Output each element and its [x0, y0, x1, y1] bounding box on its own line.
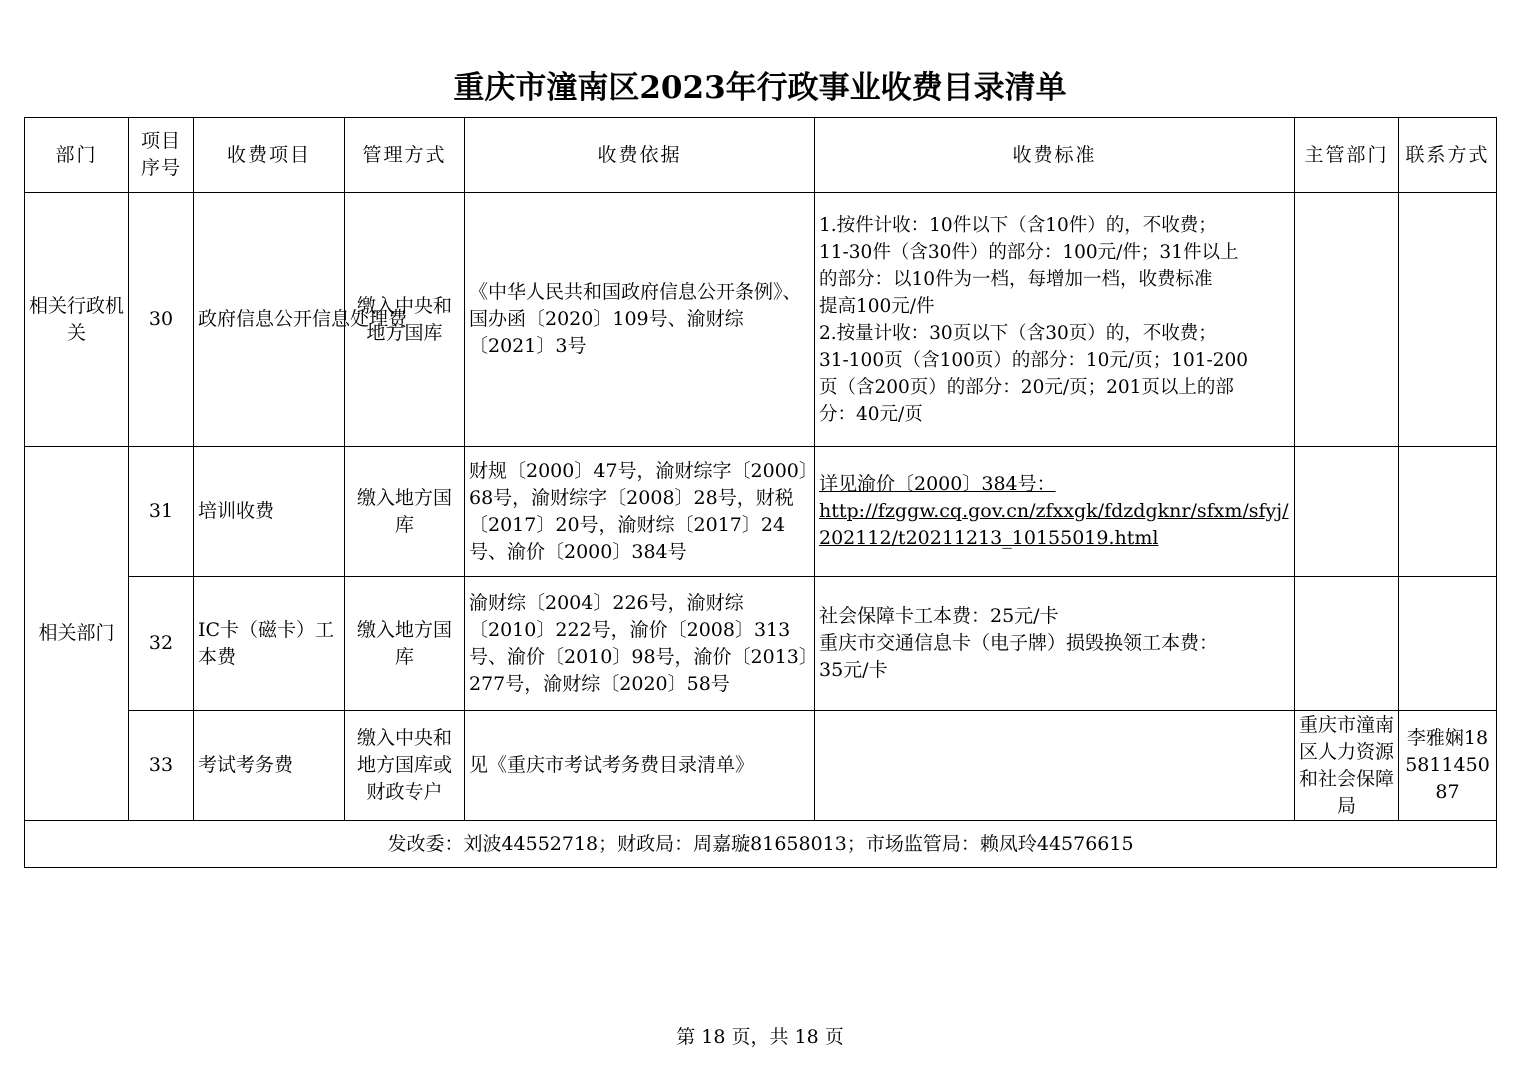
standard-line: 分：40元/页: [819, 403, 923, 425]
contacts-footer-row: [25, 821, 1497, 868]
header-seq: 项目序号: [129, 118, 194, 193]
dept-cell: 相关行政机关: [25, 193, 129, 447]
table-row: [25, 193, 1497, 447]
mgmt-cell: 缴入地方国库: [345, 577, 465, 711]
footer-contacts: 发改委：刘波44552718；财政局：周嘉璇81658013；市场监管局：赖凤玲44576615: [25, 821, 1497, 868]
standard-line: 的部分：以10件为一档，每增加一档，收费标准: [819, 268, 1213, 290]
standard-line: 社会保障卡工本费：25元/卡: [819, 605, 1059, 627]
item-cell: IC卡（磁卡）工本费: [194, 577, 345, 711]
standard-line: 重庆市交通信息卡（电子牌）损毁换领工本费：: [819, 632, 1219, 654]
table-row: [25, 447, 1497, 577]
contact-cell: [1399, 577, 1497, 711]
contact-cell: [1399, 447, 1497, 577]
mgmt-cell: 缴入中央和地方国库: [345, 193, 465, 447]
basis-cell: 见《重庆市考试考务费目录清单》: [465, 711, 815, 821]
standard-line: 35元/卡: [819, 659, 888, 681]
basis-cell: 《中华人民共和国政府信息公开条例》、国办函〔2020〕109号、渝财综〔2021〕3号: [465, 193, 815, 447]
authority-cell: [1295, 447, 1399, 577]
header-authority: 主管部门: [1295, 118, 1399, 193]
authority-cell: [1295, 193, 1399, 447]
reference-link[interactable]: http://fzggw.cq.gov.cn/zfxxgk/fdzdgknr/sfxm/sfyj/202112/t20211213_10155019.html: [819, 500, 1289, 549]
table-row: [25, 577, 1497, 711]
header-mgmt: 管理方式: [345, 118, 465, 193]
header-standard: 收费标准: [815, 118, 1295, 193]
contact-cell: [1399, 193, 1497, 447]
seq-cell: 30: [129, 193, 194, 447]
standard-line: 2.按量计收：30页以下（含30页）的，不收费；: [819, 322, 1217, 344]
mgmt-cell: 缴入地方国库: [345, 447, 465, 577]
standard-cell: [815, 577, 1295, 711]
header-item: 收费项目: [194, 118, 345, 193]
basis-cell: 财规〔2000〕47号，渝财综字〔2000〕68号，渝财综字〔2008〕28号，财税〔2017〕20号，渝财综〔2017〕24号、渝价〔2000〕384号: [465, 447, 815, 577]
standard-line: 31-100页（含100页）的部分：10元/页；101-200: [819, 349, 1249, 371]
table-header-row: [25, 118, 1497, 193]
authority-cell: 重庆市潼南区人力资源和社会保障局: [1295, 711, 1399, 821]
item-cell: 政府信息公开信息处理费: [194, 193, 345, 447]
header-basis: 收费依据: [465, 118, 815, 193]
header-dept: 部门: [25, 118, 129, 193]
standard-line: 1.按件计收：10件以下（含10件）的，不收费；: [819, 214, 1217, 236]
mgmt-cell: 缴入中央和地方国库或财政专户: [345, 711, 465, 821]
page-title: 重庆市潼南区2023年行政事业收费目录清单: [453, 70, 1067, 106]
seq-cell: 31: [129, 447, 194, 577]
basis-cell: 渝财综〔2004〕226号，渝财综〔2010〕222号，渝价〔2008〕313号、渝价〔2010〕98号，渝价〔2013〕277号，渝财综〔2020〕58号: [465, 577, 815, 711]
standard-line: 提高100元/件: [819, 295, 935, 317]
standard-line: 11-30件（含30件）的部分：100元/件；31件以上: [819, 241, 1239, 263]
standard-cell: [815, 193, 1295, 447]
standard-cell: [815, 711, 1295, 821]
standard-line: 详见渝价〔2000〕384号：: [819, 473, 1056, 495]
fee-catalog-table: [24, 117, 1497, 868]
seq-cell: 33: [129, 711, 194, 821]
standard-cell: [815, 447, 1295, 577]
header-contact: 联系方式: [1399, 118, 1497, 193]
standard-line: 页（含200页）的部分：20元/页；201页以上的部: [819, 376, 1234, 398]
seq-cell: 32: [129, 577, 194, 711]
authority-cell: [1295, 577, 1399, 711]
table-row: [25, 711, 1497, 821]
page-number: 第 18 页，共 18 页: [676, 1026, 844, 1048]
contact-cell: 李雅娴18581145087: [1399, 711, 1497, 821]
dept-cell: 相关部门: [25, 447, 129, 821]
item-cell: 考试考务费: [194, 711, 345, 821]
item-cell: 培训收费: [194, 447, 345, 577]
